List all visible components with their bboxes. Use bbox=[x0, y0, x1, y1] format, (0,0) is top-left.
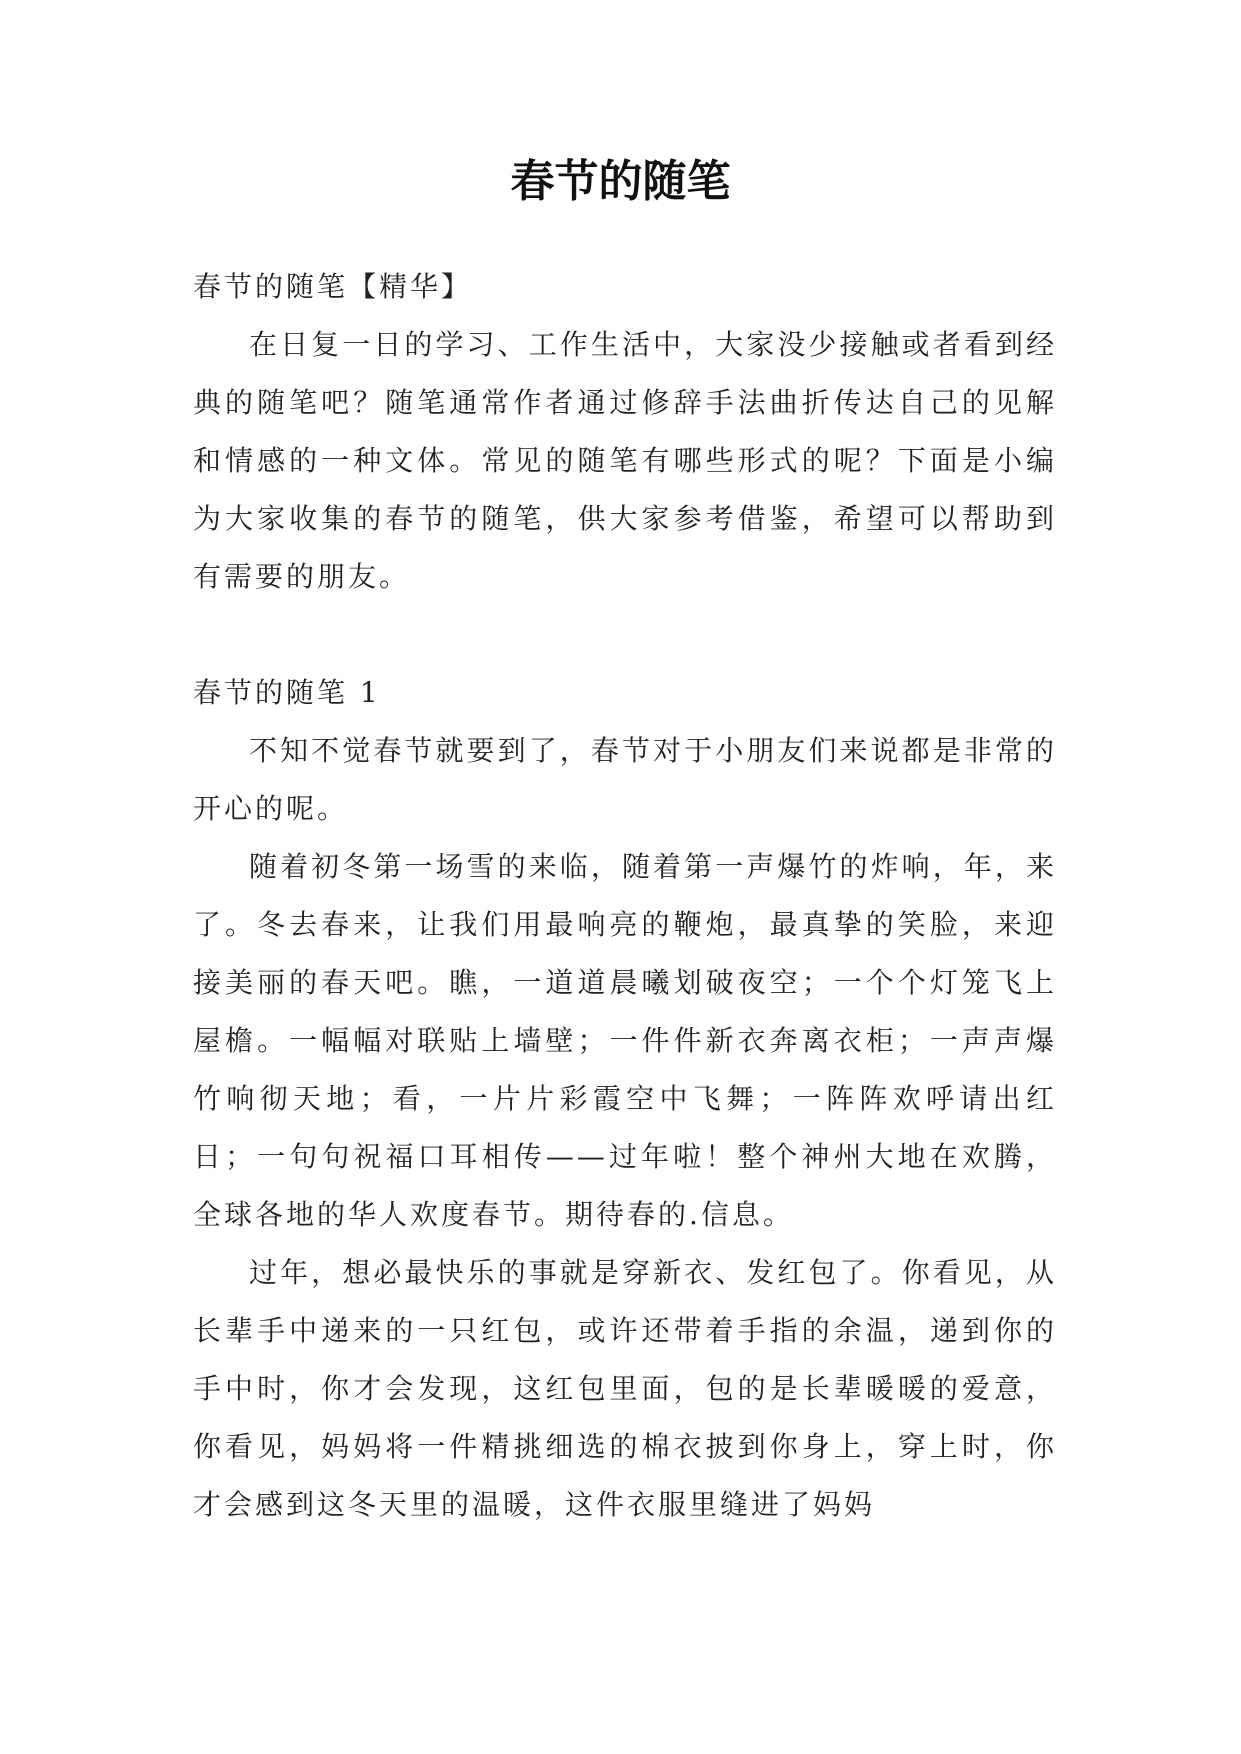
document-body bbox=[193, 258, 1057, 1534]
section-spacer bbox=[193, 606, 1057, 664]
body-paragraph: 过年，想必最快乐的事就是穿新衣、发红包了。你看见，从长辈手中递来的一只红包，或许还带着手指的余温，递到你的手中时，你才会发现，这红包里面，包的是长辈暖暖的爱意，你看见，妈妈将一件精挑细选的棉衣披到你身上，穿上时，你才会感到这冬天里的温暖，这件衣服里缝进了妈妈 bbox=[193, 1256, 1057, 1521]
section-heading: 春节的随笔 1 bbox=[193, 676, 381, 709]
intro-paragraph: 在日复一日的学习、工作生活中，大家没少接触或者看到经典的随笔吧？随笔通常作者通过修辞手法曲折传达自己的见解和情感的一种文体。常见的随笔有哪些形式的呢？下面是小编为大家收集的春节的随笔，供大家参考借鉴，希望可以帮助到有需要的朋友。 bbox=[193, 328, 1057, 593]
intro-heading: 春节的随笔【精华】 bbox=[193, 270, 473, 303]
document-title: 春节的随笔 bbox=[510, 156, 731, 207]
body-paragraph: 随着初冬第一场雪的来临，随着第一声爆竹的炸响，年，来了。冬去春来，让我们用最响亮的鞭炮，最真挚的笑脸，来迎接美丽的春天吧。瞧，一道道晨曦划破夜空；一个个灯笼飞上屋檐。一幅幅对联贴上墙壁；一件件新衣奔离衣柜；一声声爆竹响彻天地；看，一片片彩霞空中飞舞；一阵阵欢呼请出红日；一句句祝福口耳相传——过年啦！整个神州大地在欢腾，全球各地的华人欢度春节。期待春的.信息。 bbox=[193, 850, 1057, 1231]
body-paragraph: 不知不觉春节就要到了，春节对于小朋友们来说都是非常的开心的呢。 bbox=[193, 734, 1057, 825]
